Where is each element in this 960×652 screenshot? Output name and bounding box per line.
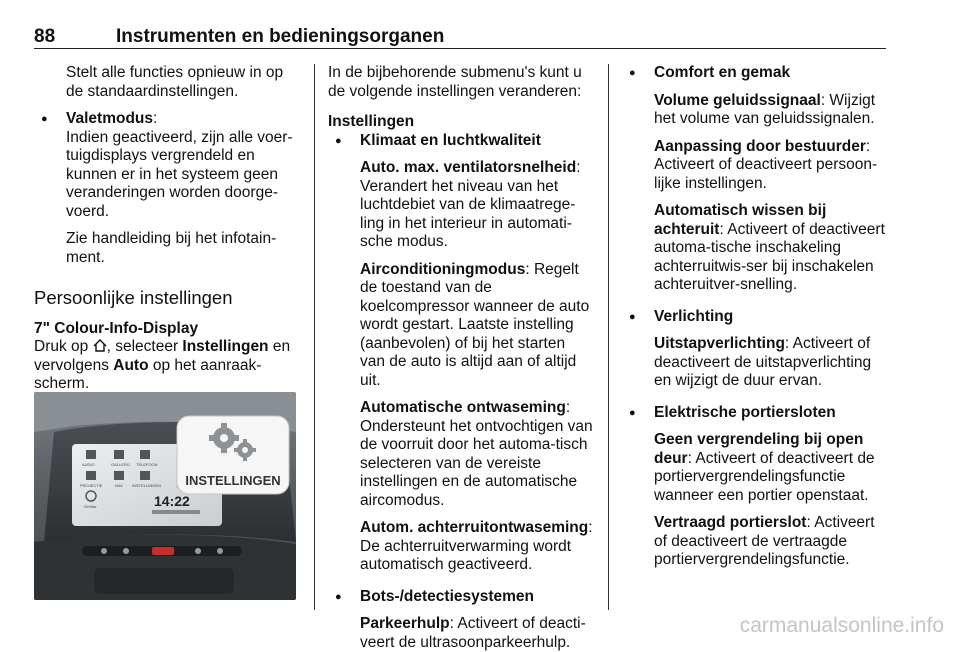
setting-text: : Activeert of deactiveert de uitstapverlichting en wijzigt de duur ervan. xyxy=(654,335,872,389)
tile-audio-icon xyxy=(86,450,96,459)
clock-time: 14:22 xyxy=(154,493,190,509)
setting-item xyxy=(654,431,888,505)
setting-label: Vertraagd portierslot xyxy=(654,514,807,531)
setting-text: : Verandert het niveau van het luchtdebiet van de klimaatrege-ling in het interieur in automati-sche modus. xyxy=(360,159,581,250)
bullet-portiersloten: ● Elektrische portiersloten xyxy=(654,404,888,423)
tile-label: TELEFOON xyxy=(136,462,158,467)
setting-item xyxy=(654,335,888,391)
tile-label: GALLERIJ xyxy=(111,462,130,467)
display-heading: 7" Colour-Info-Display xyxy=(34,319,199,337)
page-number: 88 xyxy=(34,26,56,47)
valetmodus-note: Zie handleiding bij het infotain-ment. xyxy=(66,230,277,266)
setting-text: : Activeert of deactiveert persoon-lijke instellingen. xyxy=(654,137,878,192)
page-title: Instrumenten en bedieningsorganen xyxy=(116,26,445,47)
watermark: carmanualsonline.info xyxy=(739,614,944,637)
column-divider-1 xyxy=(314,64,315,610)
bullet-comfort: ● Comfort en gemak xyxy=(654,64,888,83)
callout-label: INSTELLINGEN xyxy=(185,473,281,488)
valetmodus-text: Indien geactiveerd, zijn alle voer-tuigdisplays vergrendeld en kunnen er in het systeem geen veranderingen worden doorge-voerd. xyxy=(66,128,293,220)
setting-label: Volume geluidssignaal xyxy=(654,91,821,109)
intro-text: Stelt alle functies opnieuw in op de standaardinstellingen. xyxy=(66,64,284,100)
setting-text: : Activeert of deactiveert de portiervergrendelingsfunctie wanneer een portier openstaat. xyxy=(654,449,875,504)
tile-gallery-icon xyxy=(114,450,124,459)
setting-label: Uitstapverlichting xyxy=(654,335,785,352)
tile-label: AUDIO xyxy=(82,462,95,467)
tile-label: PROJECTIE xyxy=(80,483,103,488)
setting-item xyxy=(360,519,594,575)
setting-item xyxy=(360,261,594,391)
tile-projection-icon xyxy=(86,471,96,480)
column-3 xyxy=(622,64,888,570)
setting-item xyxy=(654,92,888,129)
valetmodus-label: Valetmodus xyxy=(66,110,153,127)
instruction-text xyxy=(34,338,300,394)
setting-label: Parkeerhulp xyxy=(360,615,450,632)
setting-item xyxy=(360,159,594,252)
setting-text: : Activeert of deactiveert automa-tische inschakeling achterruitwis-ser bij inschakelen achteruitver-snelling. xyxy=(654,220,885,293)
infotainment-illustration xyxy=(34,392,296,600)
setting-text: : Regelt de toestand van de koelcompressor wanneer de auto wordt gestart. Laatste instelling (aanbevolen) of bij het starten van de auto is altijd aan of altijd uit. xyxy=(360,260,590,389)
instruction-part: en vervolgens xyxy=(34,338,291,374)
tile-label: OnStar xyxy=(84,504,97,509)
home-icon xyxy=(93,339,107,352)
setting-item xyxy=(360,399,594,510)
setting-label: Geen vergrendeling bij open deur xyxy=(654,431,864,467)
tile-settings-icon xyxy=(140,471,150,480)
setting-text: : Activeert of deacti-veert de ultrasoonparkeerhulp. xyxy=(360,615,586,651)
tile-label: NAV xyxy=(115,483,123,488)
tile-phone-icon xyxy=(140,450,150,459)
setting-label: Automatische ontwaseming xyxy=(360,399,566,416)
instruction-part: , selecteer xyxy=(106,338,183,355)
setting-item xyxy=(654,514,888,570)
setting-label: Airconditioningmodus xyxy=(360,260,526,278)
page-header xyxy=(34,0,886,49)
setting-text: : Activeert of deactiveert de vertraagde portiervergrendelingsfunctie. xyxy=(654,514,875,568)
bullet-bots: ● Bots-/detectiesystemen xyxy=(360,588,594,607)
bullet-klimaat: ● Klimaat en luchtkwaliteit xyxy=(360,132,594,151)
bullet-verlichting: ● Verlichting xyxy=(654,308,888,327)
setting-label: Autom. achterruitontwaseming xyxy=(360,519,589,536)
setting-label: Aanpassing door bestuurder xyxy=(654,137,866,155)
setting-label: Automatisch wissen bij achteruit xyxy=(654,202,827,238)
setting-text: : De achterruitverwarming wordt automatisch geactiveerd. xyxy=(360,519,593,573)
setting-text: : Wijzigt het volume van geluidssignalen. xyxy=(654,91,876,127)
hazard-button xyxy=(152,547,174,555)
setting-text: : Ondersteunt het ontvochtigen van de voorruit door het automa-tisch selecteren van de vereiste instellingen en de automatische aircomodus. xyxy=(360,399,593,509)
submenu-intro: In de bijbehorende submenu's kunt u de volgende instellingen veranderen: xyxy=(328,64,582,100)
section-heading: Persoonlijke instellingen xyxy=(34,287,233,308)
setting-item xyxy=(360,615,594,652)
instruction-bold-auto: Auto xyxy=(113,356,149,374)
setting-item xyxy=(654,138,888,194)
column-divider-2 xyxy=(608,64,609,610)
column-2 xyxy=(328,64,594,652)
instellingen-heading: Instellingen xyxy=(328,113,415,130)
bullet-valetmodus: ● Valetmodus: xyxy=(66,110,300,129)
instruction-part: Druk op xyxy=(34,338,93,355)
column-1 xyxy=(34,64,300,394)
setting-label: Auto. max. ventilatorsnelheid xyxy=(360,159,577,176)
instruction-part: op het aanraak-scherm. xyxy=(34,356,262,392)
tile-label: INSTELLINGEN xyxy=(132,483,161,488)
instruction-bold-instellingen: Instellingen xyxy=(182,338,269,355)
tile-nav-icon xyxy=(114,471,124,480)
infotainment-photo xyxy=(34,392,296,600)
setting-item xyxy=(654,202,888,295)
